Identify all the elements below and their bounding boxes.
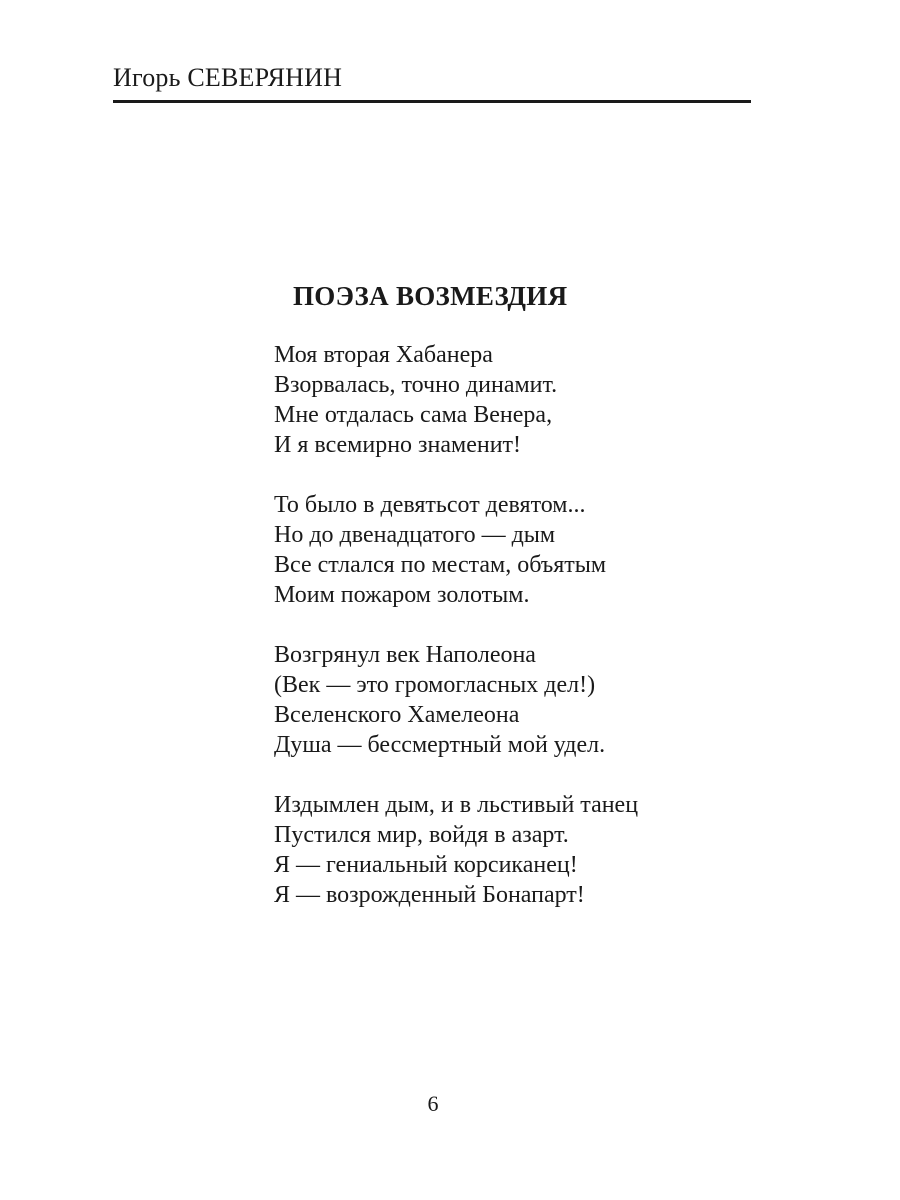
verse-line: Издымлен дым, и в льстивый танец	[274, 792, 639, 818]
verse-line: (Век — это громогласных дел!)	[274, 672, 596, 698]
verse-line: Но до двенадцатого — дым	[274, 522, 556, 548]
stanza	[274, 340, 638, 460]
verse-line: Моя вторая Хабанера	[274, 342, 493, 368]
verse-line: Взорвалась, точно динамит.	[274, 372, 558, 398]
verse-line: То было в девятьсот девятом...	[274, 492, 586, 518]
verse-line: Все стлался по местам, объятым	[274, 552, 607, 578]
verse-line: Возгрянул век Наполеона	[274, 642, 536, 668]
poem-title: ПОЭЗА ВОЗМЕЗДИЯ	[293, 281, 568, 311]
verse-line: Вселенского Хамелеона	[274, 702, 520, 728]
verse-line: Душа — бессмертный мой удел.	[274, 732, 606, 758]
header-divider	[113, 100, 751, 103]
verse-line: И я всемирно знаменит!	[274, 432, 522, 458]
verse-line: Я — возрожденный Бонапарт!	[274, 882, 585, 908]
poem-body	[274, 340, 638, 910]
verse-line: Мне отдалась сама Венера,	[274, 402, 553, 428]
verse-line: Моим пожаром золотым.	[274, 582, 530, 608]
page-number: 6	[427, 1091, 439, 1116]
stanza	[274, 640, 638, 760]
stanza	[274, 490, 638, 610]
verse-line: Я — гениальный корсиканец!	[274, 852, 578, 878]
verse-line: Пустился мир, войдя в азарт.	[274, 822, 569, 848]
stanza	[274, 790, 638, 910]
running-head-author: Игорь СЕВЕРЯНИН	[113, 63, 343, 92]
